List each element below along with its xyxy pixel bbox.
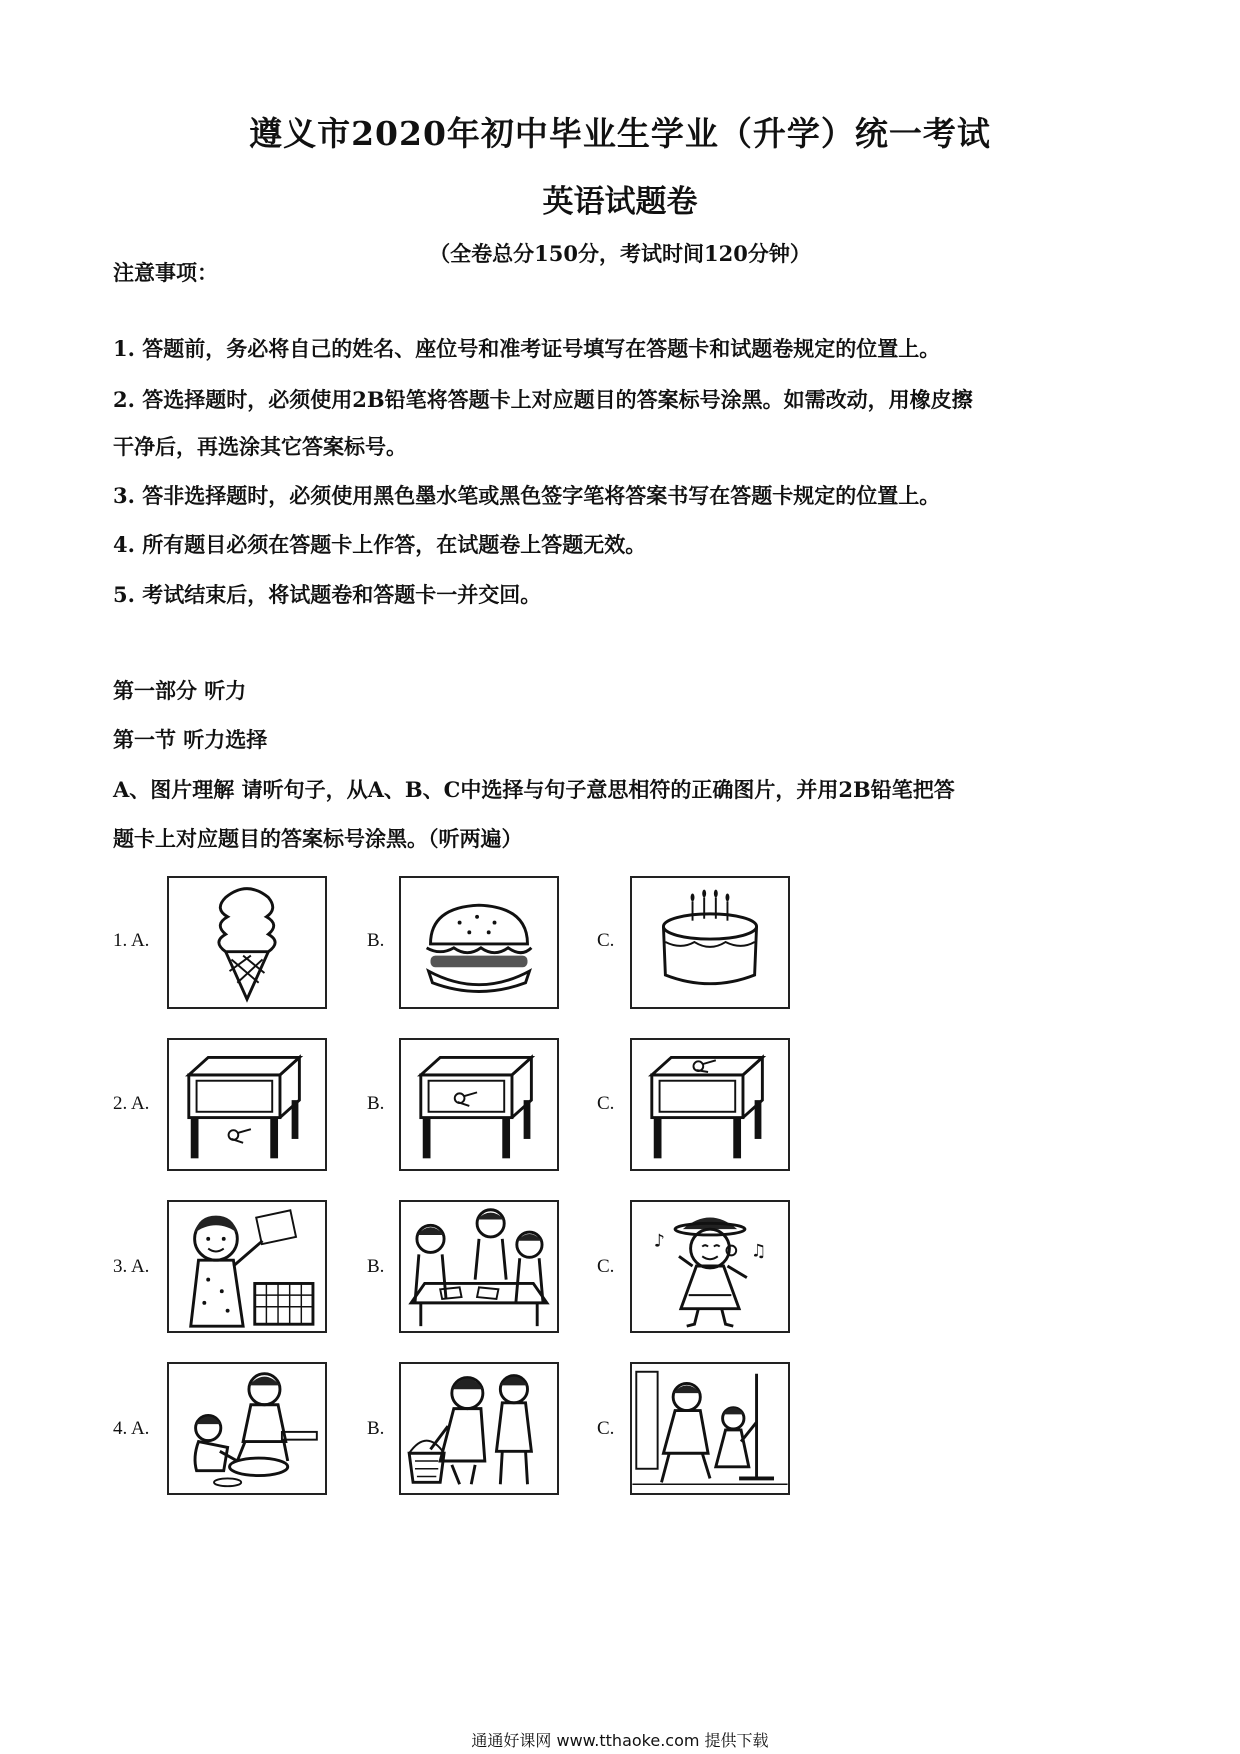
children-with-basket-picture[interactable] xyxy=(399,1362,559,1495)
keys-on-table-icon[interactable] xyxy=(630,1038,790,1171)
birthday-cake-icon[interactable] xyxy=(630,876,790,1009)
question-2-option-a-label: 2. A. xyxy=(113,1093,150,1114)
notice-item: 干净后，再选涂其它答案标号。 xyxy=(113,434,407,459)
svg-text:♪: ♪ xyxy=(653,1231,665,1252)
part-heading: 第一部分 听力 xyxy=(113,678,247,703)
exam-subtitle: 英语试题卷 xyxy=(542,184,698,220)
question-1-option-a-label: 1. A. xyxy=(113,930,150,951)
keys-in-table-icon[interactable] xyxy=(399,1038,559,1171)
footer-source: 通通好课网 www.tthaoke.com 提供下载 xyxy=(471,1731,769,1750)
exam-title: 遵义市2020年初中毕业生学业（升学）统一考试 xyxy=(249,114,991,153)
family-at-table-picture[interactable] xyxy=(399,1200,559,1333)
notice-item: 2. 答选择题时，必须使用2B铅笔将答题卡上对应题目的答案标号涂黑。如需改动，用橡皮擦 xyxy=(113,387,973,412)
question-1-option-c-label: C. xyxy=(597,930,615,951)
girl-cleaning-floor-picture[interactable] xyxy=(630,1362,790,1495)
keys-under-table-icon[interactable] xyxy=(167,1038,327,1171)
question-4-option-a-label: 4. A. xyxy=(113,1418,150,1439)
question-2-option-c-label: C. xyxy=(597,1093,615,1114)
instruction-line: 题卡上对应题目的答案标号涂黑。（听两遍） xyxy=(113,826,523,851)
question-2-option-b-label: B. xyxy=(367,1093,385,1114)
question-4-option-c-label: C. xyxy=(597,1418,615,1439)
svg-text:♫: ♫ xyxy=(750,1241,767,1262)
notice-item: 4. 所有题目必须在答题卡上作答，在试题卷上答题无效。 xyxy=(113,532,647,557)
notice-heading: 注意事项： xyxy=(113,260,218,285)
subsection-heading: 第一节 听力选择 xyxy=(113,727,268,752)
question-4-option-b-label: B. xyxy=(367,1418,385,1439)
question-3-option-a-label: 3. A. xyxy=(113,1256,150,1277)
hamburger-icon[interactable] xyxy=(399,876,559,1009)
question-1-option-b-label: B. xyxy=(367,930,385,951)
question-3-option-b-label: B. xyxy=(367,1256,385,1277)
girl-dancing-picture[interactable] xyxy=(630,1200,790,1333)
notice-item: 1. 答题前，务必将自己的姓名、座位号和准考证号填写在答题卡和试题卷规定的位置上。 xyxy=(113,336,941,361)
notice-item: 5. 考试结束后，将试题卷和答题卡一并交回。 xyxy=(113,582,542,607)
boy-washing-feet-picture[interactable] xyxy=(167,1362,327,1495)
girl-drawing-picture[interactable] xyxy=(167,1200,327,1333)
notice-item: 3. 答非选择题时，必须使用黑色墨水笔或黑色签字笔将答案书写在答题卡规定的位置上。 xyxy=(113,483,941,508)
question-3-option-c-label: C. xyxy=(597,1256,615,1277)
ice-cream-icon[interactable] xyxy=(167,876,327,1009)
instruction-line: A、图片理解 请听句子，从A、B、C中选择与句子意思相符的正确图片，并用2B铅笔把答 xyxy=(113,777,955,802)
score-note: （全卷总分150分，考试时间120分钟） xyxy=(429,241,811,266)
